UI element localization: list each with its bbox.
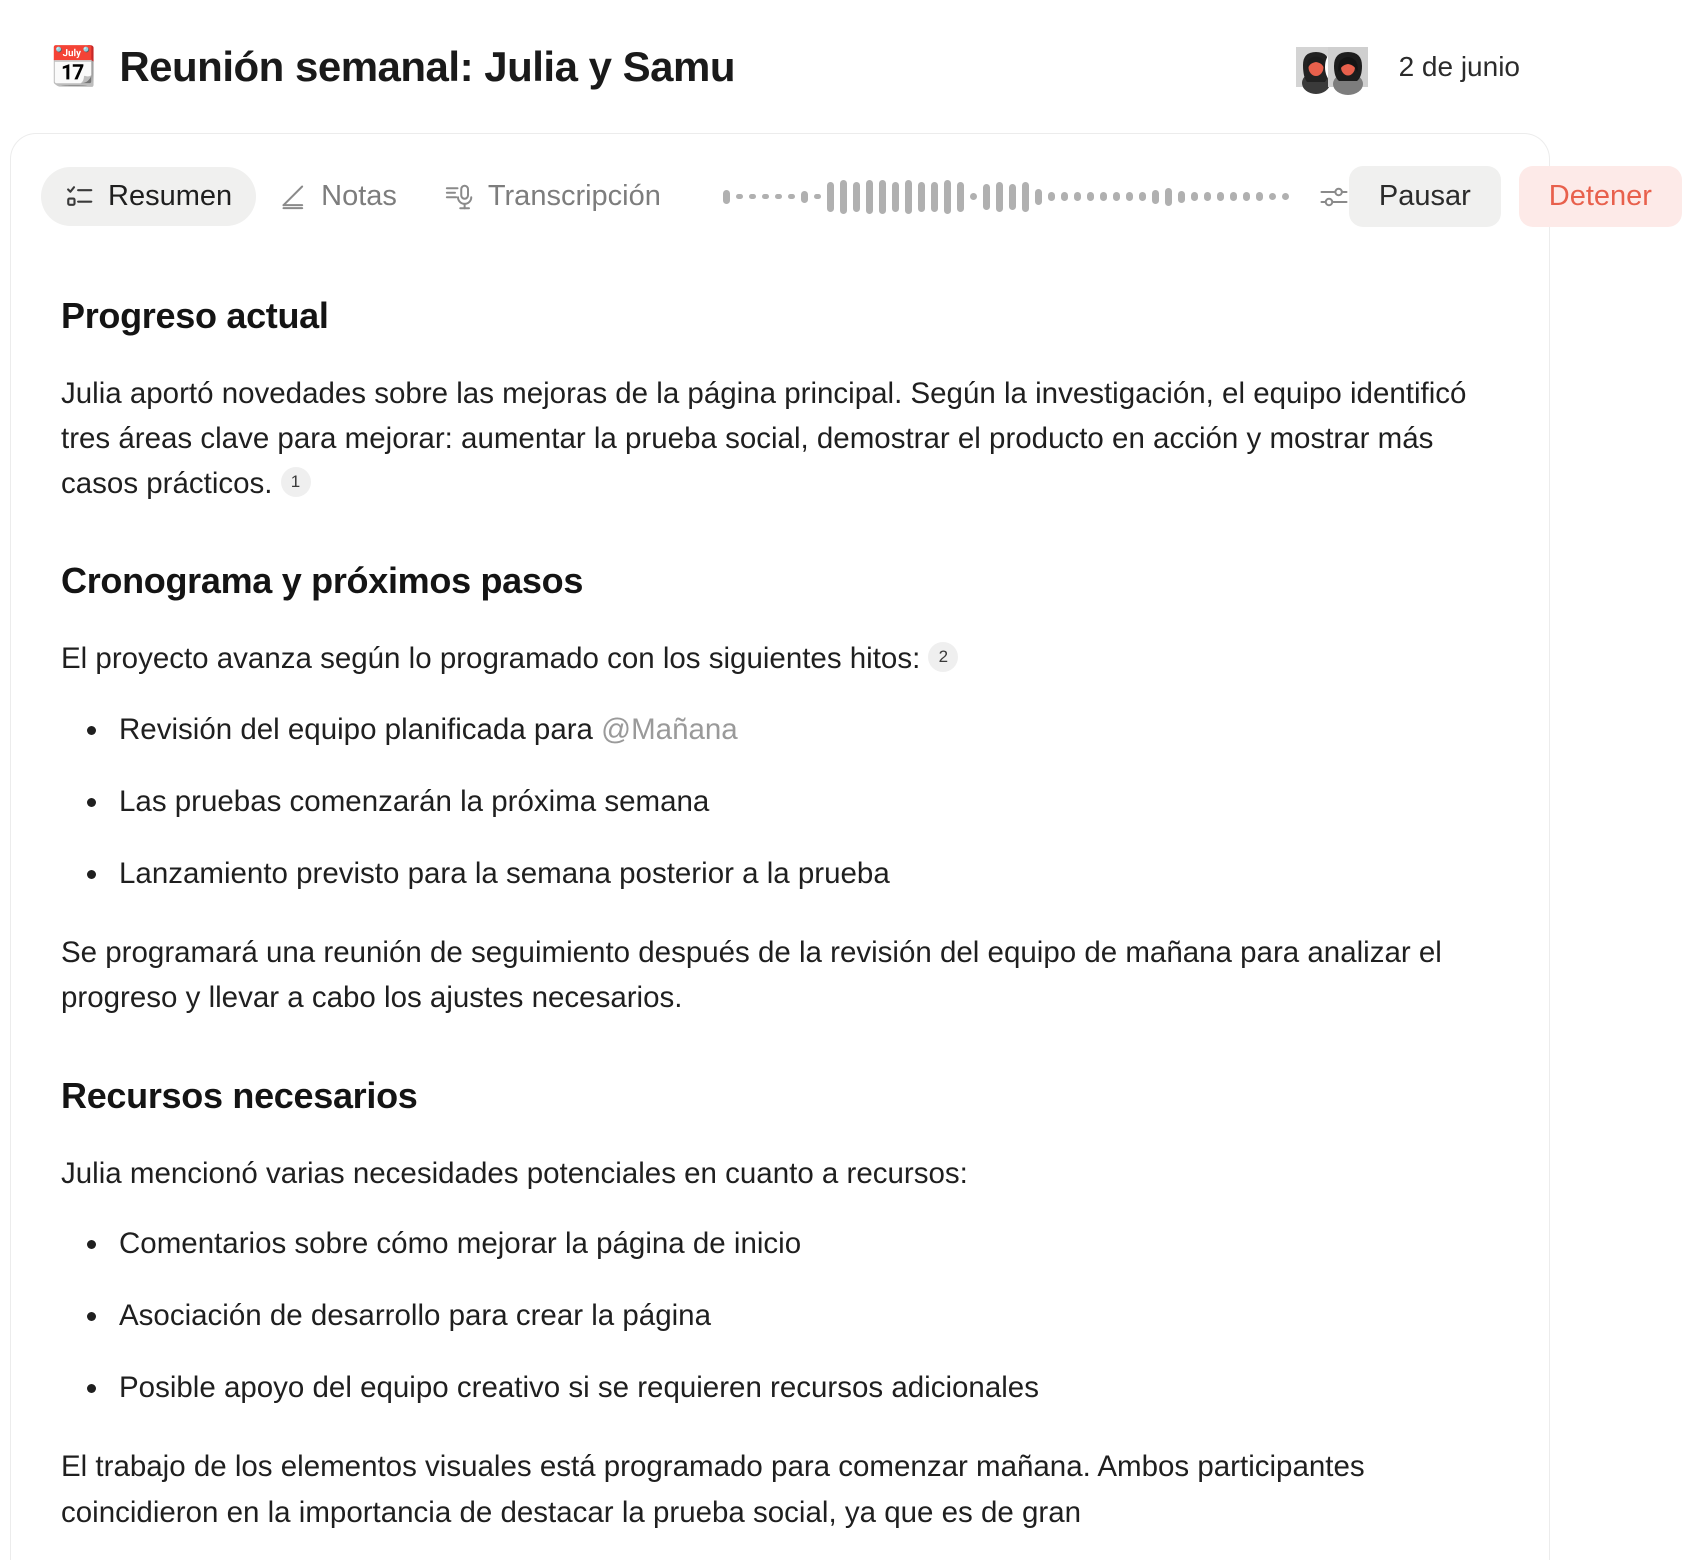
waveform-bar bbox=[918, 182, 925, 212]
section-heading: Recursos necesarios bbox=[61, 1074, 418, 1116]
checklist-icon bbox=[65, 182, 95, 212]
list-item: Comentarios sobre cómo mejorar la página de inicio bbox=[61, 1222, 1499, 1266]
section-paragraph: Julia aportó novedades sobre las mejoras de la página principal. Según la investigación, el equipo identificó tres áreas clave para mejorar: aumentar la prueba social, demostrar el producto en acción y mostrar más casos prácticos. 1 bbox=[61, 377, 1467, 501]
section-paragraph: El proyecto avanza según lo programado con los siguientes hitos: 2 bbox=[61, 636, 1499, 681]
citation-badge[interactable]: 2 bbox=[928, 642, 958, 672]
calendar-31-icon: 📆 bbox=[50, 45, 98, 88]
bullet-list bbox=[61, 1222, 1499, 1411]
waveform-bar bbox=[1074, 192, 1081, 201]
waveform-bar bbox=[1282, 193, 1289, 200]
section-paragraph: Se programará una reunión de seguimiento después de la revisión del equipo de mañana para analizar el progreso y llevar a cabo los ajustes necesarios. bbox=[61, 936, 1442, 1015]
sliders-icon[interactable] bbox=[1319, 182, 1349, 212]
waveform-bar bbox=[1087, 192, 1094, 201]
tab-notas-label: Notas bbox=[321, 180, 397, 212]
waveform-bar bbox=[1022, 182, 1029, 212]
waveform-bar bbox=[1217, 192, 1224, 201]
waveform-bar bbox=[827, 182, 834, 212]
waveform-bar bbox=[1061, 192, 1068, 201]
waveform-bar bbox=[1191, 192, 1198, 201]
waveform-bar bbox=[1243, 192, 1250, 201]
waveform-bar bbox=[1100, 192, 1107, 201]
waveform-bar bbox=[1204, 192, 1211, 201]
waveform-bar bbox=[775, 194, 782, 199]
waveform-bar bbox=[892, 182, 899, 212]
waveform-bar bbox=[801, 191, 808, 203]
waveform-bar bbox=[1165, 188, 1172, 206]
tab-resumen[interactable] bbox=[41, 167, 256, 226]
content-card bbox=[10, 133, 1652, 1560]
title-group bbox=[50, 43, 1293, 91]
header-right bbox=[1293, 44, 1520, 90]
tab-notas[interactable] bbox=[256, 167, 421, 226]
list-item: Revisión del equipo planificada para @Mañana bbox=[61, 708, 1499, 752]
waveform-bar bbox=[879, 180, 886, 214]
document-body bbox=[11, 249, 1549, 1535]
bullet-list bbox=[61, 708, 1499, 897]
pause-button[interactable]: Pausar bbox=[1349, 166, 1501, 227]
waveform-bar bbox=[970, 193, 977, 200]
waveform-bar bbox=[788, 194, 795, 199]
waveform-bar bbox=[905, 180, 912, 214]
waveform-bar bbox=[749, 194, 756, 199]
page-header bbox=[0, 0, 1560, 133]
waveform-bar bbox=[1048, 192, 1055, 201]
waveform-bar bbox=[1113, 192, 1120, 201]
audio-waveform[interactable] bbox=[723, 177, 1289, 217]
waveform-bar bbox=[723, 190, 730, 204]
toolbar bbox=[11, 134, 1652, 249]
microphone-transcript-icon bbox=[445, 182, 475, 212]
waveform-bar bbox=[762, 194, 769, 199]
list-item: Asociación de desarrollo para crear la página bbox=[61, 1294, 1499, 1338]
waveform-bar bbox=[1139, 192, 1146, 201]
waveform-bar bbox=[853, 182, 860, 212]
section-paragraph: Julia mencionó varias necesidades potenciales en cuanto a recursos: bbox=[61, 1156, 968, 1190]
waveform-bar bbox=[814, 194, 821, 199]
pencil-icon bbox=[280, 183, 308, 211]
waveform-bar bbox=[840, 180, 847, 214]
waveform-bar bbox=[931, 182, 938, 212]
mention-chip[interactable]: @Mañana bbox=[601, 712, 738, 746]
stop-button[interactable]: Detener bbox=[1519, 166, 1682, 227]
waveform-bar bbox=[957, 182, 964, 212]
section-heading: Progreso actual bbox=[61, 295, 329, 336]
tab-resumen-label: Resumen bbox=[108, 180, 233, 212]
waveform-bar bbox=[1256, 192, 1263, 201]
waveform-bar bbox=[1126, 192, 1133, 201]
waveform-bar bbox=[1269, 193, 1276, 200]
list-item: Las pruebas comenzarán la próxima semana bbox=[61, 780, 1499, 824]
waveform-bar bbox=[944, 180, 951, 214]
avatar-samu[interactable] bbox=[1325, 44, 1371, 90]
waveform-bar bbox=[736, 194, 743, 199]
waveform-bar bbox=[1035, 189, 1042, 205]
waveform-bar bbox=[1152, 190, 1159, 204]
waveform-bar bbox=[866, 180, 873, 214]
section-paragraph: El trabajo de los elementos visuales está programado para comenzar mañana. Ambos participantes coincidieron en la importancia de destacar la prueba social, ya que es de gran bbox=[61, 1450, 1365, 1529]
section-heading: Cronograma y próximos pasos bbox=[61, 560, 584, 602]
waveform-bar bbox=[983, 184, 990, 210]
list-item: Posible apoyo del equipo creativo si se requieren recursos adicionales bbox=[61, 1366, 1499, 1410]
tab-transcripcion-label: Transcripción bbox=[487, 180, 661, 212]
waveform-bar bbox=[1009, 184, 1016, 210]
waveform-bar bbox=[1178, 191, 1185, 203]
list-item: Lanzamiento previsto para la semana posterior a la prueba bbox=[61, 852, 1499, 896]
meeting-date: 2 de junio bbox=[1398, 50, 1520, 82]
citation-badge[interactable]: 1 bbox=[281, 467, 311, 497]
waveform-bar bbox=[996, 182, 1003, 212]
tab-transcripcion[interactable] bbox=[421, 167, 685, 226]
avatar-stack[interactable] bbox=[1293, 44, 1371, 90]
waveform-bar bbox=[1230, 192, 1237, 201]
page-title: Reunión semanal: Julia y Samu bbox=[119, 42, 736, 90]
